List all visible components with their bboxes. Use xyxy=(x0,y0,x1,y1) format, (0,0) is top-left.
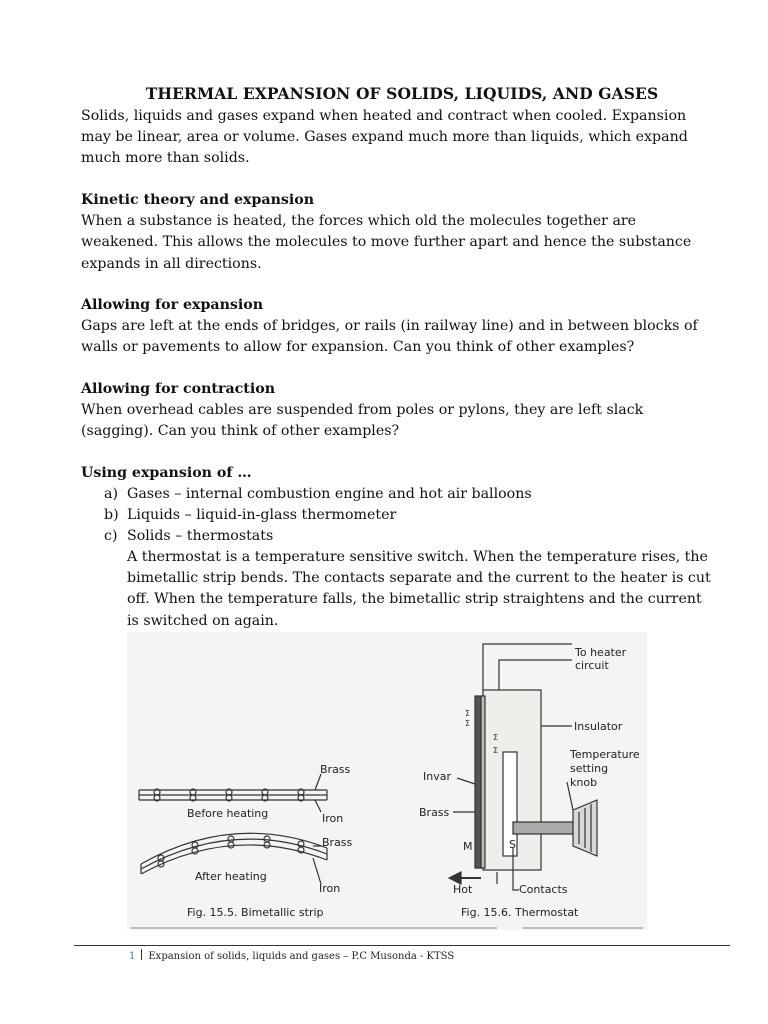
using-section xyxy=(81,463,721,484)
list-item-text: Liquids – liquid-in-glass thermometer xyxy=(127,507,397,524)
intro-line: Solids, liquids and gases expand when heated and contract when cooled. Expansion xyxy=(81,108,687,124)
list-item-text: Solids – thermostats xyxy=(127,528,274,545)
expansion-line: Gaps are left at the ends of bridges, or rails (in railway line) and in between blocks of xyxy=(81,318,698,335)
label-hot: Hot xyxy=(453,883,473,896)
expansion-line: walls or pavements to allow for expansion. Can you think of other examples? xyxy=(81,339,635,356)
thermostat-description xyxy=(127,547,727,632)
footer-separator xyxy=(141,949,142,960)
page-footer xyxy=(129,949,454,962)
thermostat-line: off. When the temperature falls, the bimetallic strip straightens and the current xyxy=(127,591,702,608)
label-to-heater-2: circuit xyxy=(575,659,609,672)
label-temperature: Temperature xyxy=(570,748,640,761)
kinetic-line: expands in all directions. xyxy=(81,255,262,272)
contraction-line: When overhead cables are suspended from poles or pylons, they are left slack xyxy=(81,402,644,419)
thermostat-line: bimetallic strip bends. The contacts separate and the current to the heater is cut xyxy=(127,570,711,587)
label-brass-bottom: Brass xyxy=(322,836,353,849)
contraction-line: (sagging). Can you think of other examples? xyxy=(81,423,400,440)
label-knob: knob xyxy=(570,776,598,789)
contraction-heading: Allowing for contraction xyxy=(81,381,276,397)
footer-text: Expansion of solids, liquids and gases – P.C Musonda - KTSS xyxy=(148,951,455,962)
list-item xyxy=(104,526,724,547)
label-brass: Brass xyxy=(419,806,450,819)
footer-divider xyxy=(74,945,730,946)
list-marker: c) xyxy=(104,528,118,545)
label-to-heater-1: To heater xyxy=(575,646,627,659)
list-marker: b) xyxy=(104,507,119,524)
label-invar: Invar xyxy=(423,770,451,783)
list-item xyxy=(104,484,724,505)
list-marker: a) xyxy=(104,486,118,502)
intro-paragraph xyxy=(81,106,721,170)
label-iron-top: Iron xyxy=(322,812,344,825)
svg-text:Σ: Σ xyxy=(465,709,471,718)
svg-text:Σ: Σ xyxy=(465,719,471,728)
caption-thermostat: Fig. 15.6. Thermostat xyxy=(461,906,579,919)
list-item xyxy=(104,505,724,526)
label-contacts: Contacts xyxy=(519,883,568,896)
label-iron-bottom: Iron xyxy=(319,882,341,895)
intro-line: much more than solids. xyxy=(81,150,250,167)
caption-bimetallic: Fig. 15.5. Bimetallic strip xyxy=(187,906,324,919)
figure-image xyxy=(127,632,647,930)
thermostat-line: is switched on again. xyxy=(127,612,279,629)
thermostat-line: A thermostat is a temperature sensitive switch. When the temperature rises, the xyxy=(127,549,708,565)
expansion-heading: Allowing for expansion xyxy=(81,297,264,313)
page-title: THERMAL EXPANSION OF SOLIDS, LIQUIDS, AND GASES xyxy=(145,84,659,103)
list-item-text: Gases – internal combustion engine and hot air balloons xyxy=(127,486,532,502)
svg-text:Σ: Σ xyxy=(493,746,499,755)
svg-text:Σ: Σ xyxy=(493,733,499,742)
contraction-section xyxy=(81,379,721,443)
label-setting: setting xyxy=(570,762,609,775)
kinetic-line: When a substance is heated, the forces which old the molecules together are xyxy=(81,213,637,230)
page-number: 1 xyxy=(129,951,136,962)
label-s: S xyxy=(509,838,516,851)
kinetic-heading: Kinetic theory and expansion xyxy=(81,192,315,208)
kinetic-line: weakened. This allows the molecules to move further apart and hence the substance xyxy=(81,234,692,251)
kinetic-section xyxy=(81,190,721,275)
figure-drawing xyxy=(127,632,647,930)
label-m: M xyxy=(463,840,473,853)
using-list xyxy=(104,484,724,548)
expansion-section xyxy=(81,295,721,359)
using-heading: Using expansion of … xyxy=(81,465,252,481)
label-before-heating: Before heating xyxy=(187,807,269,820)
intro-line: may be linear, area or volume. Gases expand much more than liquids, which expand xyxy=(81,129,688,146)
label-after-heating: After heating xyxy=(195,870,267,883)
label-brass-top: Brass xyxy=(320,763,351,776)
label-insulator: Insulator xyxy=(574,720,623,733)
